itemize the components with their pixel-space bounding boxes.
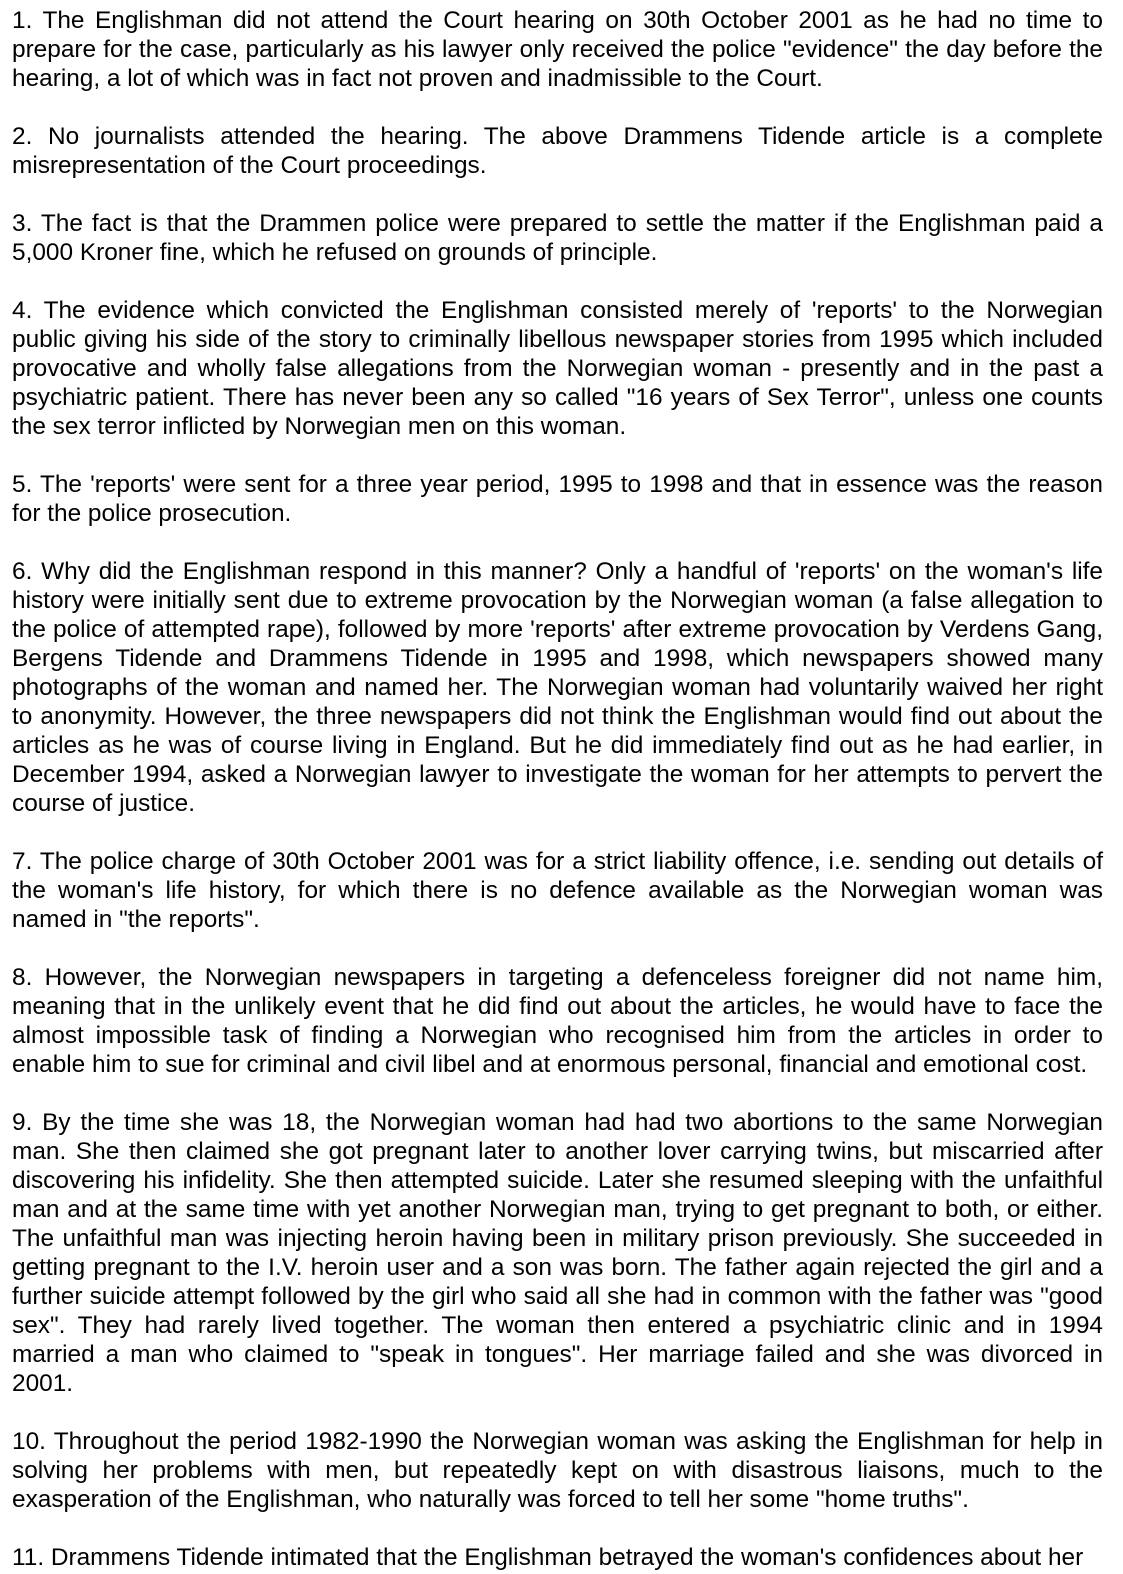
- paragraph-5: 5. The 'reports' were sent for a three year period, 1995 to 1998 and that in essence was the reason for the police prosecution.: [12, 471, 1103, 527]
- paragraph-9: 9. By the time she was 18, the Norwegian woman had had two abortions to the same Norwegian man. She then claimed she got pregnant later to another lover carrying twins, but miscarried after discovering his infidelity. She then attempted suicide. Later she resumed sleeping with the unfaithful man and at the same time with yet another Norwegian man, trying to get pregnant to both, or either. The unfaithful man was injecting heroin having been in military prison previously. She succeeded in getting pregnant to the I.V. heroin user and a son was born. The father again rejected the girl and a further suicide attempt followed by the girl who said all she had in common with the father was "good sex". They had rarely lived together. The woman then entered a psychiatric clinic and in 1994 married a man who claimed to "speak in tongues". Her marriage failed and she was divorced in 2001.: [12, 1109, 1103, 1397]
- paragraph-3: 3. The fact is that the Drammen police were prepared to settle the matter if the Englishman paid a 5,000 Kroner fine, which he refused on grounds of principle.: [12, 210, 1103, 266]
- paragraph-10: 10. Throughout the period 1982-1990 the Norwegian woman was asking the Englishman for help in solving her problems with men, but repeatedly kept on with disastrous liaisons, much to the exasperation of the Englishman, who naturally was forced to tell her some "home truths".: [12, 1428, 1103, 1513]
- document-body: [12, 6, 1103, 1572]
- paragraph-7: 7. The police charge of 30th October 2001 was for a strict liability offence, i.e. sending out details of the woman's life history, for which there is no defence available as the Norwegian woman was named in "the reports".: [12, 848, 1103, 933]
- paragraph-8: 8. However, the Norwegian newspapers in targeting a defenceless foreigner did not name him, meaning that in the unlikely event that he did find out about the articles, he would have to face the almost impossible task of finding a Norwegian who recognised him from the articles in order to enable him to sue for criminal and civil libel and at enormous personal, financial and emotional cost.: [12, 964, 1103, 1078]
- paragraph-2: 2. No journalists attended the hearing. The above Drammens Tidende article is a complete misrepresentation of the Court proceedings.: [12, 123, 1103, 179]
- paragraph-1: 1. The Englishman did not attend the Court hearing on 30th October 2001 as he had no time to prepare for the case, particularly as his lawyer only received the police "evidence" the day before the hearing, a lot of which was in fact not proven and inadmissible to the Court.: [12, 7, 1103, 92]
- paragraph-4: 4. The evidence which convicted the Englishman consisted merely of 'reports' to the Norwegian public giving his side of the story to criminally libellous newspaper stories from 1995 which included provocative and wholly false allegations from the Norwegian woman - presently and in the past a psychiatric patient. There has never been any so called "16 years of Sex Terror", unless one counts the sex terror inflicted by Norwegian men on this woman.: [12, 297, 1103, 440]
- paragraph-6: 6. Why did the Englishman respond in this manner? Only a handful of 'reports' on the woman's life history were initially sent due to extreme provocation by the Norwegian woman (a false allegation to the police of attempted rape), followed by more 'reports' after extreme provocation by Verdens Gang, Bergens Tidende and Drammens Tidende in 1995 and 1998, which newspapers showed many photographs of the woman and named her. The Norwegian woman had voluntarily waived her right to anonymity. However, the three newspapers did not think the Englishman would find out about the articles as he was of course living in England. But he did immediately find out as he had earlier, in December 1994, asked a Norwegian lawyer to investigate the woman for her attempts to pervert the course of justice.: [12, 558, 1103, 817]
- paragraph-11: 11. Drammens Tidende intimated that the Englishman betrayed the woman's confidences about her: [12, 1544, 1084, 1571]
